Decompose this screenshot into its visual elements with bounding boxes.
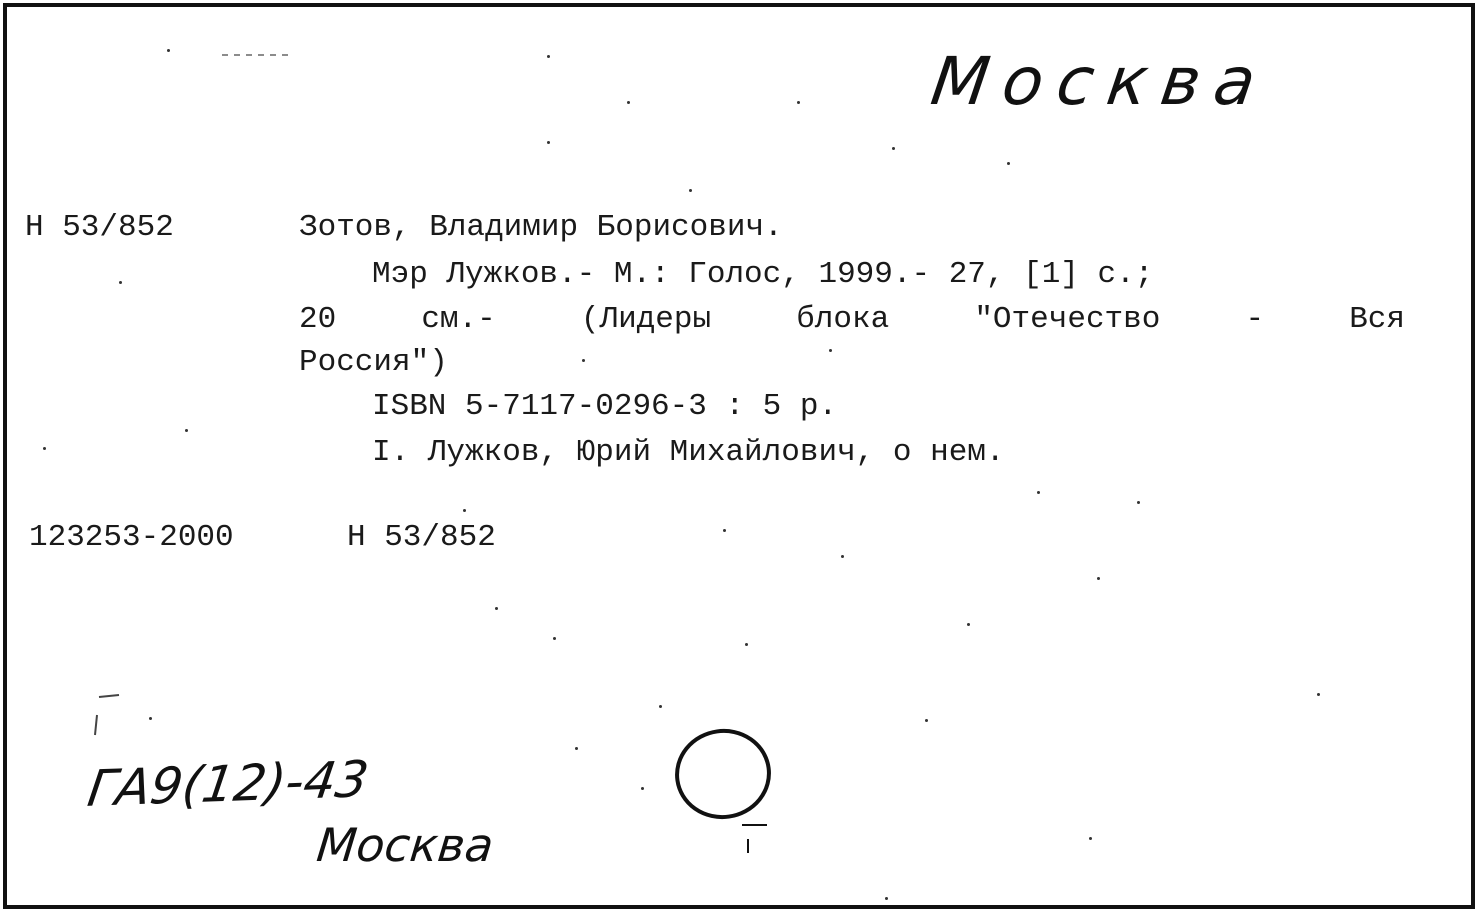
speck [1137,501,1140,504]
speck [1317,693,1320,696]
stray-mark [95,715,97,735]
speck [723,529,726,532]
catalog-card [3,3,1475,909]
shelfmark: Н 53/852 [25,210,174,245]
series-word: блока [796,302,890,337]
speck [885,897,888,900]
handwritten-classification: ГА9(12)-43 [84,750,373,818]
series-word: (Лидеры [580,302,712,337]
speck [547,141,550,144]
speck [167,49,170,52]
speck [1089,837,1092,840]
subject-line: I. Лужков, Юрий Михайлович, о нем. [372,435,1005,470]
series-word: - [1245,302,1265,337]
series-word: 20 [299,302,337,337]
speck [641,787,644,790]
series-line-end: Россия") [299,345,448,380]
speck [185,429,188,432]
speck [797,101,800,104]
speck [149,717,152,720]
speck [967,623,970,626]
series-word: см.- [421,302,496,337]
isbn-line: ISBN 5-7117-0296-3 : 5 р. [372,389,838,424]
speck [119,281,122,284]
title-line: Мэр Лужков.- М.: Голос, 1999.- 27, [1] с.; [372,257,1154,292]
speck [547,55,550,58]
speck [745,643,748,646]
author-heading: Зотов, Владимир Борисович. [299,210,783,245]
speck [925,719,928,722]
speck [892,147,895,150]
speck [1097,577,1100,580]
shelfmark-repeat: Н 53/852 [347,520,496,555]
accession-number: 123253-2000 [29,520,234,555]
stray-mark [99,695,119,697]
speck [553,637,556,640]
speck [1007,162,1010,165]
speck [582,359,585,362]
card-marks [7,7,1471,905]
speck [575,747,578,750]
speck [463,509,466,512]
series-word: Вся [1349,302,1405,337]
speck [495,607,498,610]
speck [829,349,832,352]
speck [1037,491,1040,494]
speck [689,189,692,192]
speck [627,101,630,104]
handwritten-city-bottom: Москва [314,818,497,872]
speck [659,705,662,708]
speck [841,555,844,558]
speck [43,447,46,450]
handwritten-city-top: Москва [926,43,1275,120]
circle-mark [671,725,774,823]
series-word: "Отечество [974,302,1161,337]
